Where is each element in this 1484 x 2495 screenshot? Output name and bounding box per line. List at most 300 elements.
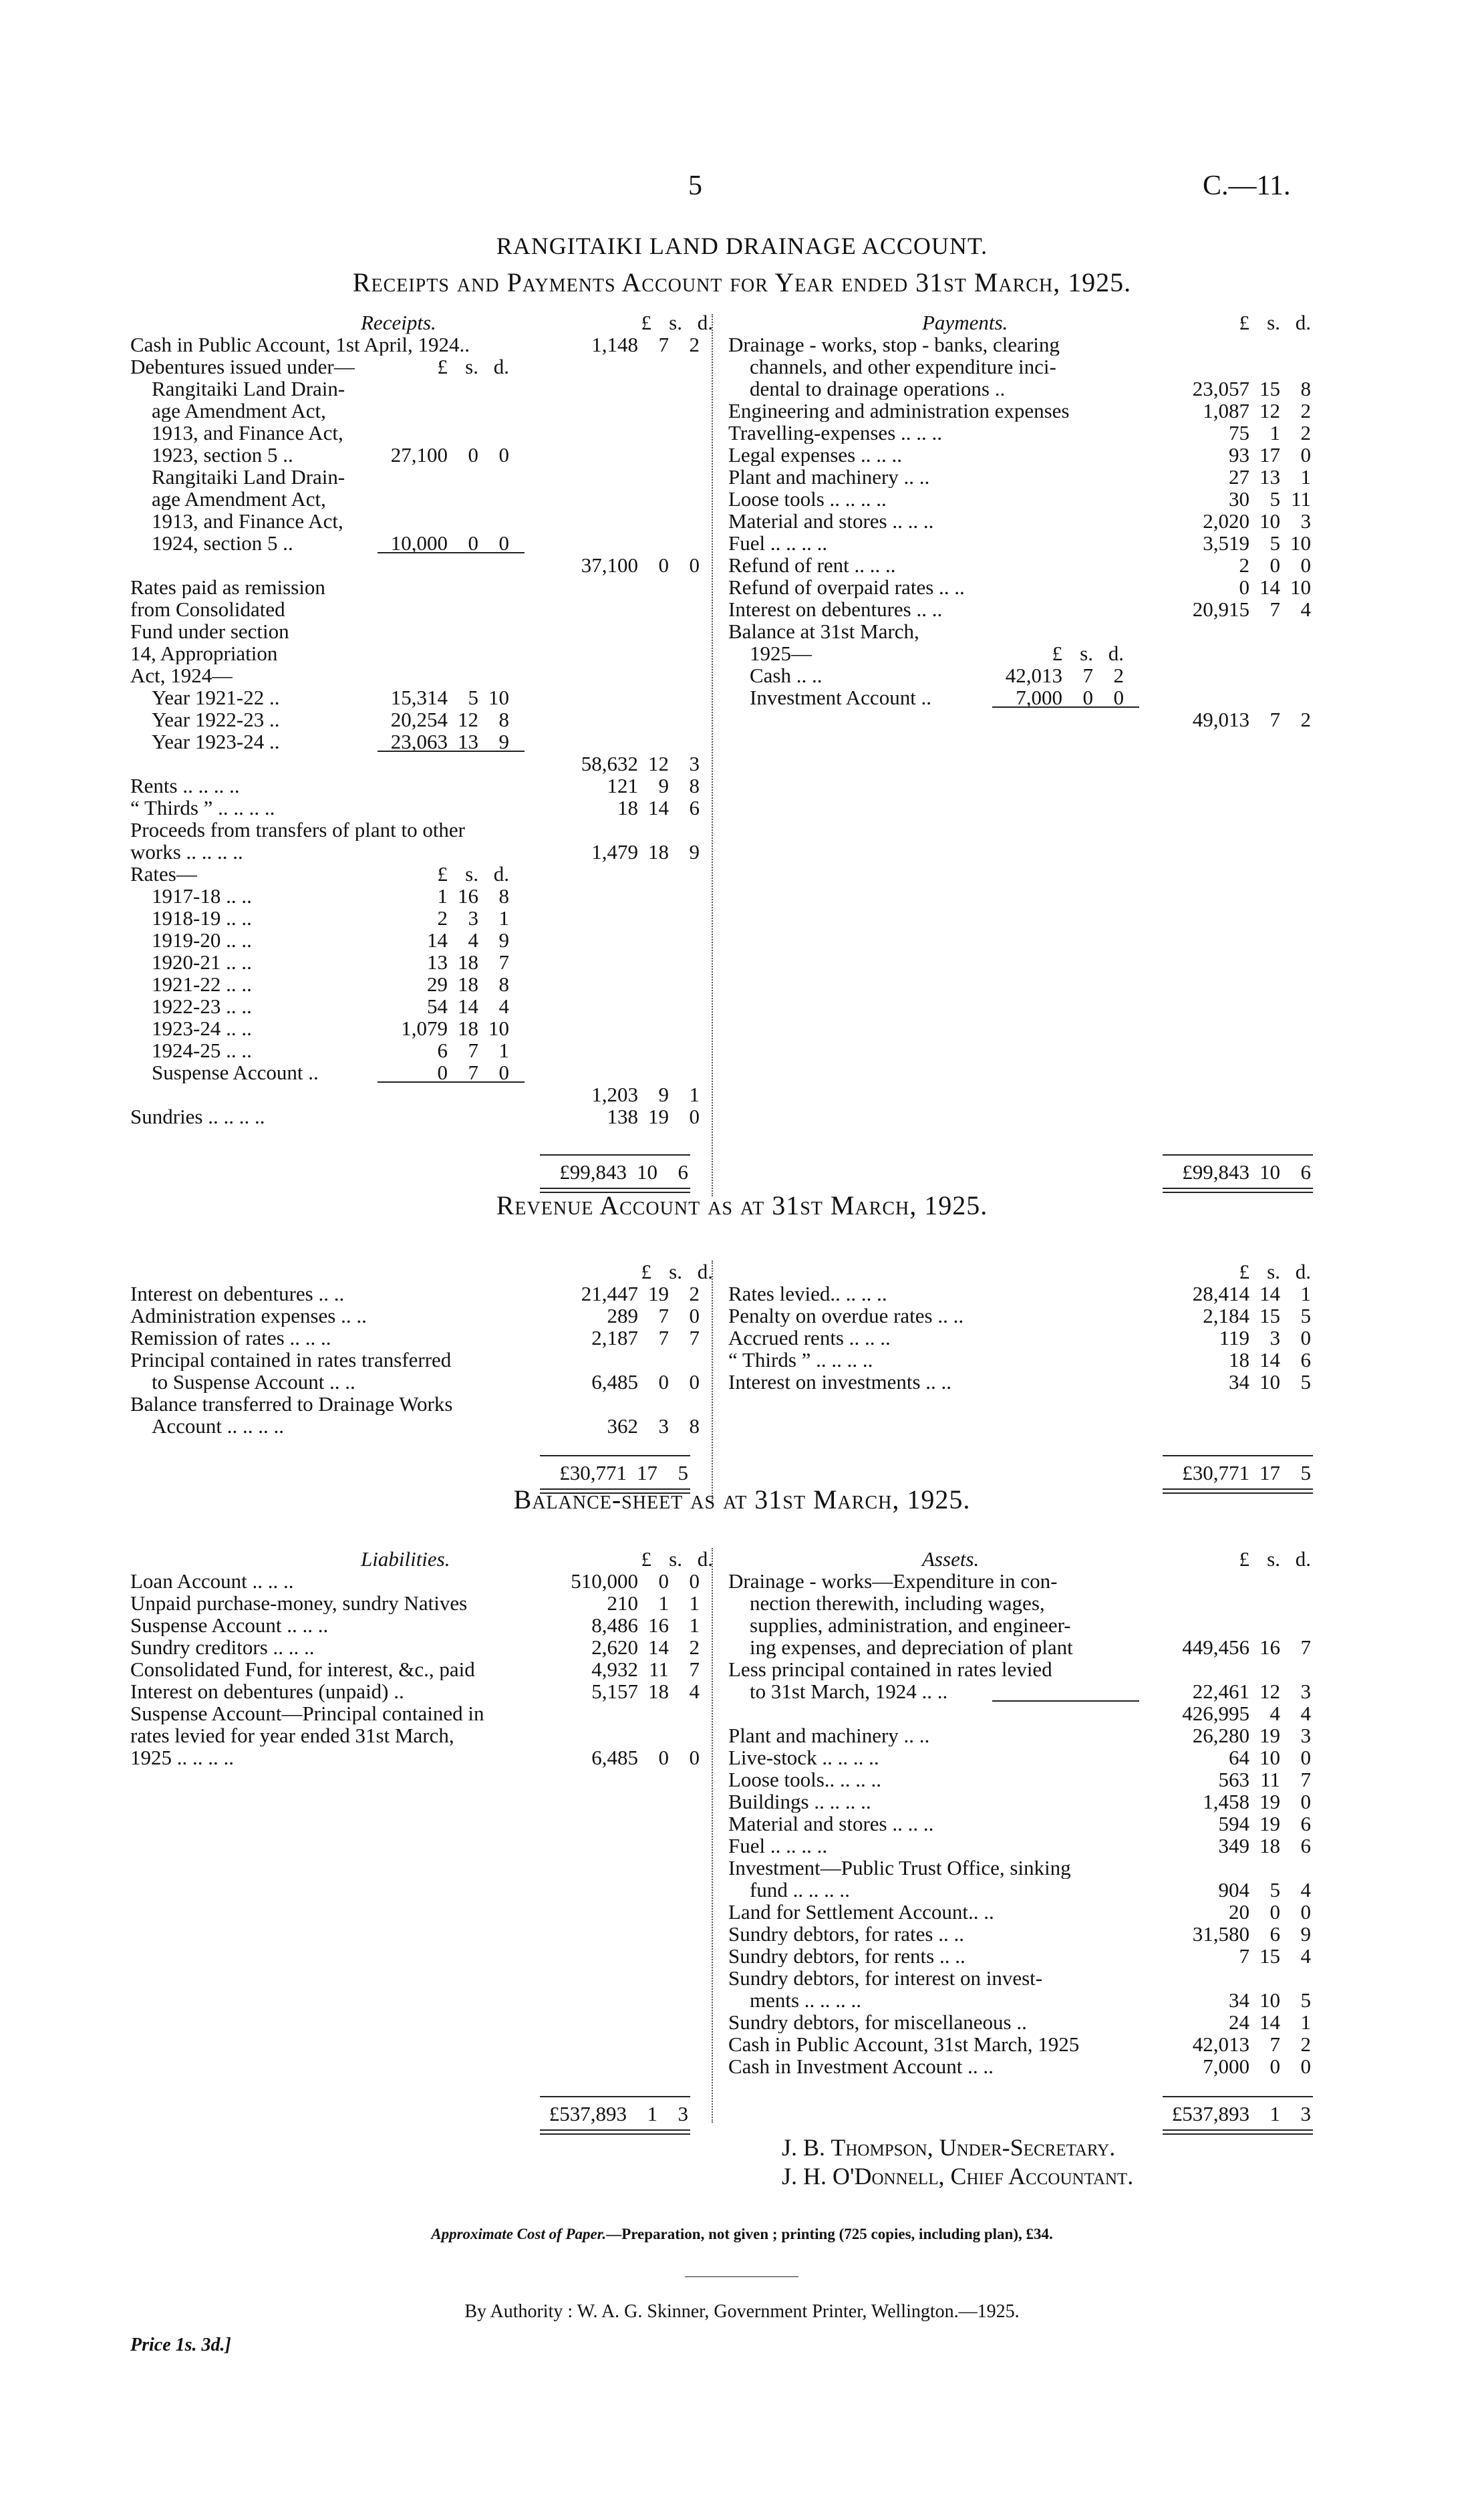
rp-right-row-9-label: Fuel .. .. .. ..: [728, 532, 828, 554]
bs-right-row-10-amount-shillings: 19: [1259, 1790, 1280, 1813]
rp-left-lsd-header-pounds: £: [641, 311, 651, 334]
rp-left-row-17-sub-amount: [347, 708, 509, 731]
bs-right-row-11-amount: [1149, 1813, 1311, 1835]
rev-right-row-1-amount-pounds: 2,184: [1203, 1304, 1249, 1327]
rp-right-row-15-sub-amount-pence: 2: [1113, 664, 1124, 687]
rp-left-row-35-amount-pounds: 138: [607, 1105, 638, 1128]
rp-left-row-30-sub-amount-pounds: 54: [427, 995, 448, 1018]
bs-right-lsd-header: [1149, 1548, 1311, 1570]
rp-left-row-10-amount-pounds: 37,100: [581, 553, 638, 577]
rp-right-row-14-sub-header-shillings: s.: [1080, 642, 1093, 665]
rp-left-row-19-amount: [538, 753, 700, 775]
rev-left-row-4-label: to Suspense Account .. ..: [152, 1371, 355, 1393]
rp-right-row-4-label: Travelling-expenses .. .. ..: [728, 422, 943, 444]
rp-right-row-13-label: Balance at 31st March,: [728, 620, 919, 642]
bs-right-row-11-amount-shillings: 19: [1259, 1812, 1280, 1835]
rp-right-row-6-amount-shillings: 13: [1259, 465, 1280, 489]
rev-right-lsd-header: [1149, 1261, 1311, 1283]
rev-left-row-1-amount-pounds: 289: [607, 1304, 638, 1327]
bs-right-row-10-amount-pence: 0: [1300, 1790, 1311, 1813]
rp-right-total-pounds: £99,843: [1182, 1160, 1249, 1184]
rev-column-divider: [712, 1261, 713, 1501]
rev-right-total-pounds: £30,771: [1182, 1461, 1249, 1484]
rp-right-row-17-rule: [992, 706, 1139, 708]
bs-left-row-2-amount: [538, 1614, 700, 1636]
rp-right-row-10-amount: [1149, 554, 1311, 576]
bs-right-row-17-amount-pence: 4: [1300, 1944, 1311, 1968]
rp-left-row-9-sub-amount-shillings: 0: [468, 531, 478, 555]
bs-left-row-3-label: Sundry creditors .. .. ..: [130, 1636, 315, 1658]
rp-left-row-27-sub-amount: [347, 929, 509, 951]
bs-left-row-4-amount-pounds: 4,932: [591, 1658, 638, 1681]
bs-left-row-5-label: Interest on debentures (unpaid) ..: [130, 1680, 404, 1702]
rev-left-lsd-header-pence: d.: [697, 1260, 713, 1283]
rp-left-row-17-sub-amount-pence: 8: [498, 708, 509, 731]
rev-right-row-1-label: Penalty on overdue rates .. ..: [728, 1305, 964, 1327]
rp-left-row-16-sub-amount: [347, 686, 509, 708]
bs-right-row-5-amount-pence: 3: [1300, 1680, 1311, 1703]
printer-authority: By Authority : W. A. G. Skinner, Government Printer, Wellington.—1925.: [464, 2301, 1020, 2322]
bs-right-row-8-amount: [1149, 1746, 1311, 1768]
rp-right-row-12-label: Interest on debentures .. ..: [728, 598, 943, 620]
bs-right-total-double-rule: [1163, 2129, 1313, 2135]
bs-left-row-4-label: Consolidated Fund, for interest, &c., paid: [130, 1658, 475, 1680]
rev-left-row-2-amount: [538, 1327, 700, 1349]
rev-right-row-1-amount-shillings: 15: [1259, 1304, 1280, 1327]
rp-left-row-28-sub-amount-pence: 7: [498, 950, 509, 974]
rp-right-row-16-sub-amount-shillings: 0: [1082, 686, 1093, 709]
rev-left-total: [527, 1462, 688, 1484]
rp-right-row-12-amount-pence: 4: [1300, 598, 1311, 621]
bs-left-row-5-amount: [538, 1680, 700, 1702]
bs-right-row-22-label: Cash in Investment Account .. ..: [728, 2055, 994, 2077]
bs-right-row-16-label: Sundry debtors, for rates .. ..: [728, 1923, 964, 1945]
bs-left-row-3-amount-pounds: 2,620: [591, 1635, 638, 1659]
rp-left-row-21-amount: [538, 797, 700, 819]
rev-left-row-4-amount-pounds: 6,485: [591, 1370, 638, 1394]
rp-right-row-14-sub-header-pounds: £: [1052, 642, 1062, 665]
rev-right-row-0-amount-pounds: 28,414: [1192, 1282, 1249, 1305]
rp-receipts-label: Receipts.: [361, 311, 436, 334]
rp-left-row-21-amount-pence: 6: [689, 796, 700, 819]
rp-right-row-5-amount-pence: 0: [1300, 443, 1311, 467]
rp-left-row-9-sub-amount-pence: 0: [498, 531, 509, 555]
rp-left-row-32-sub-amount-pence: 1: [498, 1039, 509, 1062]
bs-right-row-16-amount-pence: 9: [1300, 1922, 1311, 1946]
rp-left-row-24-sub-header-pence: d.: [493, 862, 509, 886]
rp-left-row-24-label: Rates—: [130, 863, 197, 885]
rp-left-total: [527, 1161, 688, 1183]
bs-right-row-5-amount-shillings: 12: [1259, 1680, 1280, 1703]
bs-right-row-5-amount-pounds: 22,461: [1192, 1680, 1249, 1703]
rp-right-total-shillings: 10: [1259, 1160, 1280, 1184]
bs-left-row-2-amount-shillings: 16: [648, 1613, 669, 1637]
bs-right-row-3-label: ing expenses, and depreciation of plant: [750, 1636, 1073, 1658]
rev-right-row-2-label: Accrued rents .. .. ..: [728, 1327, 891, 1349]
rp-left-row-18-sub-amount-pounds: 23,063: [390, 730, 448, 753]
rp-left-row-35-amount-shillings: 19: [648, 1105, 669, 1128]
price: Price 1s. 3d.]: [130, 2335, 231, 2355]
bs-right-row-19-amount-shillings: 10: [1259, 1988, 1280, 2012]
bs-right-row-22-amount-pence: 0: [1300, 2055, 1311, 2078]
rp-right-row-2-amount-pence: 8: [1300, 377, 1311, 400]
rp-right-row-3-amount: [1149, 400, 1311, 422]
cost-note-text: —Preparation, not given ; printing (725 copies, including plan), £34.: [606, 2226, 1053, 2242]
rev-left-total-rule: [540, 1455, 690, 1456]
rev-right-row-4-amount-pounds: 34: [1229, 1370, 1249, 1394]
rev-right-row-0-amount-pence: 1: [1300, 1282, 1311, 1305]
bs-right-row-8-amount-shillings: 10: [1259, 1746, 1280, 1769]
rp-right-row-3-amount-shillings: 12: [1259, 399, 1280, 422]
rp-right-lsd-header-pence: d.: [1295, 311, 1311, 334]
bs-right-row-14-label: fund .. .. .. ..: [750, 1879, 850, 1901]
bs-right-row-10-amount: [1149, 1791, 1311, 1813]
rev-left-row-5-label: Balance transferred to Drainage Works: [130, 1393, 453, 1415]
bs-right-row-20-label: Sundry debtors, for miscellaneous ..: [728, 2011, 1027, 2033]
bs-column-divider: [712, 1548, 713, 2123]
rp-left-row-1-sub-header-pounds: £: [437, 355, 448, 378]
rev-left-row-0-amount: [538, 1283, 700, 1305]
bs-right-row-16-amount-shillings: 6: [1270, 1922, 1280, 1946]
signature-chief-accountant: J. H. O'Donnell, Chief Accountant.: [782, 2163, 1134, 2190]
rp-left-row-31-sub-amount: [347, 1017, 509, 1039]
rp-left-row-17-label: Year 1922-23 ..: [152, 708, 280, 731]
bs-left-row-0-amount: [538, 1570, 700, 1592]
bs-right-row-7-amount-shillings: 19: [1259, 1724, 1280, 1747]
rev-right-row-3-amount-shillings: 14: [1259, 1348, 1280, 1371]
bs-right-row-10-label: Buildings .. .. .. ..: [728, 1791, 871, 1813]
rp-left-row-18-sub-amount-pence: 9: [498, 730, 509, 753]
rp-right-row-8-amount-shillings: 10: [1259, 509, 1280, 533]
rp-left-row-30-sub-amount-pence: 4: [498, 995, 509, 1018]
rp-left-row-28-sub-amount-shillings: 18: [458, 950, 478, 974]
rp-left-row-16-label: Year 1921-22 ..: [152, 686, 280, 708]
rp-left-row-9-sub-amount: [347, 532, 509, 554]
rp-left-row-23-amount: [538, 841, 700, 863]
rp-right-total-rule: [1163, 1154, 1313, 1156]
bs-left-row-4-amount: [538, 1658, 700, 1680]
bs-right-row-22-amount-shillings: 0: [1270, 2055, 1280, 2078]
rp-left-row-8-label: 1913, and Finance Act,: [152, 510, 343, 532]
bs-left-row-3-amount-pence: 2: [689, 1635, 700, 1659]
rp-right-row-15-sub-amount-pounds: 42,013: [1005, 664, 1062, 687]
rp-left-row-19-rule: [378, 751, 525, 752]
rp-right-row-3-amount-pence: 2: [1300, 399, 1311, 422]
rp-left-total-pence: 6: [678, 1160, 688, 1184]
bs-assets-label: Assets.: [922, 1547, 980, 1571]
rp-right-row-10-label: Refund of rent .. .. ..: [728, 554, 896, 576]
rp-right-row-9-amount-pence: 10: [1290, 531, 1311, 555]
bs-right-row-14-amount: [1149, 1879, 1311, 1901]
rev-right-row-4-amount-shillings: 10: [1259, 1370, 1280, 1394]
rp-left-row-32-sub-amount: [347, 1039, 509, 1061]
rp-right-row-15-sub-amount-shillings: 7: [1082, 664, 1093, 687]
rp-left-row-16-sub-amount-pounds: 15,314: [390, 686, 448, 709]
bs-right-row-17-label: Sundry debtors, for rents .. ..: [728, 1945, 966, 1967]
rp-left-row-5-sub-amount-pounds: 27,100: [390, 443, 448, 467]
rev-left-row-0-amount-pounds: 21,447: [581, 1282, 638, 1305]
rev-left-lsd-header-pounds: £: [641, 1260, 651, 1283]
rp-left-row-4-label: 1913, and Finance Act,: [152, 422, 343, 444]
rp-left-row-20-amount: [538, 775, 700, 797]
bs-left-total-double-rule: [540, 2129, 690, 2135]
bs-right-lsd-header-shillings: s.: [1267, 1547, 1280, 1571]
rp-right-row-14-sub-header-pence: d.: [1108, 642, 1124, 665]
rp-left-row-11-label: Rates paid as remission: [130, 576, 325, 598]
bs-right-row-9-amount: [1149, 1768, 1311, 1791]
rev-right-row-3-amount-pounds: 18: [1229, 1348, 1249, 1371]
rp-left-row-16-sub-amount-pence: 10: [488, 686, 509, 709]
bs-right-row-12-amount-pounds: 349: [1218, 1834, 1249, 1857]
bs-right-row-3-amount-pence: 7: [1300, 1635, 1311, 1659]
bs-left-row-0-amount-pounds: 510,000: [571, 1569, 638, 1593]
rp-right-row-14-sub-header: [962, 642, 1124, 664]
rp-right-row-10-amount-pounds: 2: [1239, 553, 1249, 577]
rp-left-row-1-label: Debentures issued under—: [130, 356, 355, 378]
bs-right-row-6-rule: [992, 1700, 1139, 1702]
rp-left-row-10-amount-shillings: 0: [658, 553, 669, 577]
rev-right-row-2-amount-pounds: 119: [1219, 1326, 1249, 1349]
rev-left-row-2-amount-pence: 7: [689, 1326, 700, 1349]
rev-right-row-4-amount-pence: 5: [1300, 1370, 1311, 1394]
rp-right-row-16-sub-amount: [962, 686, 1124, 708]
rp-right-row-9-amount-pounds: 3,519: [1203, 531, 1249, 555]
bs-right-row-3-amount-shillings: 16: [1259, 1635, 1280, 1659]
rev-left-lsd-header-shillings: s.: [669, 1260, 682, 1283]
rp-right-row-11-amount-shillings: 14: [1259, 575, 1280, 599]
rp-left-row-19-amount-pence: 3: [689, 752, 700, 775]
rev-left-lsd-header: [551, 1261, 713, 1283]
rev-left-row-2-label: Remission of rates .. .. ..: [130, 1327, 331, 1349]
bs-right-total-pounds: £537,893: [1171, 2102, 1249, 2125]
rp-right-row-4-amount-pounds: 75: [1229, 421, 1249, 444]
rp-left-row-13-label: Fund under section: [130, 620, 289, 642]
rp-right-row-15-label: Cash .. ..: [750, 664, 823, 686]
rev-right-row-0-amount: [1149, 1283, 1311, 1305]
bs-right-row-9-amount-pence: 7: [1300, 1768, 1311, 1791]
bs-right-row-20-amount-shillings: 14: [1259, 2010, 1280, 2034]
rp-left-row-33-label: Suspense Account ..: [152, 1061, 319, 1083]
rev-left-total-pounds: £30,771: [559, 1461, 627, 1484]
bs-right-row-12-amount-shillings: 18: [1259, 1834, 1280, 1857]
rp-left-row-26-sub-amount: [347, 907, 509, 929]
rp-right-row-7-amount-pence: 11: [1291, 487, 1311, 511]
rp-left-row-30-label: 1922-23 .. ..: [152, 995, 252, 1017]
bs-right-row-7-amount-pounds: 26,280: [1192, 1724, 1249, 1747]
rp-right-row-12-amount-shillings: 7: [1270, 598, 1280, 621]
rp-right-total-double-rule: [1163, 1188, 1313, 1193]
rp-right-row-10-amount-pence: 0: [1300, 553, 1311, 577]
rp-left-row-15-label: Act, 1924—: [130, 664, 233, 686]
rp-right-row-5-label: Legal expenses .. .. ..: [728, 444, 902, 466]
rp-left-row-32-label: 1924-25 .. ..: [152, 1039, 252, 1061]
rev-left-row-6-amount-shillings: 3: [658, 1414, 669, 1438]
rp-column-divider: [712, 314, 713, 1196]
bs-right-row-2-label: supplies, administration, and engineer-: [750, 1614, 1071, 1636]
bs-right-total: [1149, 2103, 1311, 2125]
rp-right-row-2-label: dental to drainage operations ..: [750, 378, 1006, 400]
rp-left-row-29-sub-amount-pounds: 29: [427, 972, 448, 996]
rev-right-lsd-header-pounds: £: [1239, 1260, 1249, 1283]
rp-left-row-25-sub-amount: [347, 885, 509, 907]
bs-right-row-12-amount: [1149, 1835, 1311, 1857]
rev-right-row-3-amount-pence: 6: [1300, 1348, 1311, 1371]
bs-right-row-19-amount-pounds: 34: [1229, 1988, 1249, 2012]
rev-left-total-pence: 5: [678, 1461, 688, 1484]
rp-left-row-19-amount-pounds: 58,632: [581, 752, 638, 775]
rp-left-row-5-label: 1923, section 5 ..: [152, 444, 293, 466]
bs-right-row-3-amount-pounds: 449,456: [1182, 1635, 1249, 1659]
bs-left-row-4-amount-pence: 7: [689, 1658, 700, 1681]
rev-right-row-4-amount: [1149, 1371, 1311, 1393]
rp-right-row-17-amount-pounds: 49,013: [1192, 708, 1249, 731]
rev-right-row-1-amount-pence: 5: [1300, 1304, 1311, 1327]
rp-left-row-0-label: Cash in Public Account, 1st April, 1924..: [130, 334, 470, 356]
rp-left-row-21-amount-pounds: 18: [617, 796, 638, 819]
bs-left-row-8-amount-shillings: 0: [658, 1746, 669, 1769]
rp-right-row-7-amount: [1149, 488, 1311, 510]
rp-left-row-31-sub-amount-shillings: 18: [458, 1017, 478, 1040]
rp-left-row-10-amount-pence: 0: [689, 553, 700, 577]
bs-left-lsd-header-shillings: s.: [669, 1547, 682, 1571]
rp-left-lsd-header: [551, 311, 713, 334]
rev-left-row-1-amount: [538, 1305, 700, 1327]
rp-left-row-21-amount-shillings: 14: [648, 796, 669, 819]
bs-right-total-shillings: 1: [1270, 2102, 1280, 2125]
bs-left-row-8-amount: [538, 1746, 700, 1768]
rp-left-row-26-sub-amount-pounds: 2: [437, 906, 448, 930]
rp-right-row-8-amount-pounds: 2,020: [1203, 509, 1249, 533]
bs-left-lsd-header: [551, 1548, 713, 1570]
rev-right-total-shillings: 17: [1259, 1461, 1280, 1484]
rp-left-row-10-rule: [378, 552, 525, 553]
rp-left-row-33-sub-amount-pounds: 0: [437, 1061, 448, 1084]
rp-left-row-34-rule: [378, 1081, 525, 1083]
rp-right-row-4-amount-pence: 2: [1300, 421, 1311, 444]
divider: [685, 2276, 798, 2277]
bs-right-row-6-amount-pence: 4: [1300, 1702, 1311, 1725]
rp-heading: Receipts and Payments Account for Year ended 31st March, 1925.: [352, 267, 1132, 297]
rp-left-row-0-amount: [538, 334, 700, 356]
bs-right-row-8-amount-pounds: 64: [1229, 1746, 1249, 1769]
rev-left-row-6-amount-pence: 8: [689, 1414, 700, 1438]
rp-right-row-16-sub-amount-pounds: 7,000: [1016, 686, 1062, 709]
rp-right-row-2-amount: [1149, 378, 1311, 400]
bs-right-row-19-amount-pence: 5: [1300, 1988, 1311, 2012]
rp-left-row-35-amount-pence: 0: [689, 1105, 700, 1128]
bs-left-row-3-amount: [538, 1636, 700, 1658]
rp-right-row-0-label: Drainage - works, stop - banks, clearing: [728, 334, 1060, 356]
rp-left-row-20-amount-pounds: 121: [607, 774, 638, 797]
bs-right-row-6-amount-shillings: 4: [1270, 1702, 1280, 1725]
rev-right-total-pence: 5: [1300, 1461, 1311, 1484]
bs-right-row-21-amount: [1149, 2033, 1311, 2055]
rp-left-row-16-sub-amount-shillings: 5: [468, 686, 478, 709]
bs-right-row-12-label: Fuel .. .. .. ..: [728, 1835, 828, 1857]
rev-right-total: [1149, 1462, 1311, 1484]
bs-right-total-pence: 3: [1300, 2102, 1311, 2125]
rp-left-row-28-label: 1920-21 .. ..: [152, 951, 252, 973]
rp-right-row-16-label: Investment Account ..: [750, 686, 932, 708]
rev-left-row-1-label: Administration expenses .. ..: [130, 1305, 367, 1327]
rp-right-row-8-amount-pence: 3: [1300, 509, 1311, 533]
rp-left-row-26-sub-amount-shillings: 3: [468, 906, 478, 930]
rp-left-row-30-sub-amount-shillings: 14: [458, 995, 478, 1018]
rp-left-row-26-label: 1918-19 .. ..: [152, 907, 252, 929]
bs-right-row-15-amount-shillings: 0: [1270, 1900, 1280, 1924]
rp-left-row-10-amount: [538, 554, 700, 576]
rp-left-row-18-label: Year 1923-24 ..: [152, 731, 280, 753]
bs-right-row-5-amount: [1149, 1680, 1311, 1702]
rp-right-row-8-amount: [1149, 510, 1311, 532]
rev-left-row-6-amount-pounds: 362: [607, 1414, 638, 1438]
rp-left-row-31-sub-amount-pence: 10: [488, 1017, 509, 1040]
rp-right-row-9-amount-shillings: 5: [1270, 531, 1280, 555]
rp-right-total: [1149, 1161, 1311, 1183]
rp-right-lsd-header-shillings: s.: [1267, 311, 1280, 334]
rp-left-total-double-rule: [540, 1188, 690, 1193]
bs-right-total-rule: [1163, 2096, 1313, 2097]
rev-left-row-1-amount-shillings: 7: [658, 1304, 669, 1327]
bs-left-row-8-label: 1925 .. .. .. ..: [130, 1746, 234, 1768]
bs-left-row-0-amount-pence: 0: [689, 1569, 700, 1593]
rp-left-row-9-sub-amount-pounds: 10,000: [390, 531, 448, 555]
rev-left-row-0-label: Interest on debentures .. ..: [130, 1283, 345, 1305]
rp-left-row-22-label: Proceeds from transfers of plant to other: [130, 819, 466, 841]
rp-right-row-16-sub-amount-pence: 0: [1113, 686, 1124, 709]
bs-right-row-7-amount: [1149, 1724, 1311, 1746]
rev-right-row-0-label: Rates levied.. .. .. ..: [728, 1283, 887, 1305]
rp-left-row-29-sub-amount-shillings: 18: [458, 972, 478, 996]
rp-right-row-14-label: 1925—: [750, 642, 812, 664]
rev-left-row-2-amount-pounds: 2,187: [591, 1326, 638, 1349]
bs-left-total-rule: [540, 2096, 690, 2097]
bs-right-row-21-amount-pence: 2: [1300, 2032, 1311, 2056]
rp-left-total-pounds: £99,843: [559, 1160, 627, 1184]
bs-right-row-22-amount-pounds: 7,000: [1203, 2055, 1249, 2078]
bs-right-row-13-label: Investment—Public Trust Office, sinking: [728, 1857, 1071, 1879]
rp-right-row-6-amount: [1149, 466, 1311, 488]
rp-left-row-27-sub-amount-pence: 9: [498, 928, 509, 952]
bs-right-row-7-amount-pence: 3: [1300, 1724, 1311, 1747]
rp-left-row-0-amount-pounds: 1,148: [591, 333, 638, 356]
bs-liabilities-label: Liabilities.: [361, 1547, 450, 1571]
bs-left-row-1-label: Unpaid purchase-money, sundry Natives: [130, 1592, 468, 1614]
bs-right-row-8-amount-pence: 0: [1300, 1746, 1311, 1769]
rp-left-row-19-amount-shillings: 12: [648, 752, 669, 775]
bs-left-total-pounds: £537,893: [549, 2102, 627, 2125]
bs-right-lsd-header-pence: d.: [1295, 1547, 1311, 1571]
rev-right-row-2-amount: [1149, 1327, 1311, 1349]
rp-right-row-5-amount: [1149, 444, 1311, 466]
rp-left-row-5-sub-amount-pence: 0: [498, 443, 509, 467]
signature-under-secretary: J. B. Thompson, Under-Secretary.: [782, 2134, 1116, 2161]
rp-left-row-35-amount: [538, 1105, 700, 1128]
rp-right-row-11-amount-pounds: 0: [1239, 575, 1249, 599]
bs-right-row-1-label: nection therewith, including wages,: [750, 1592, 1045, 1614]
rp-left-row-29-sub-amount: [347, 973, 509, 995]
rp-left-row-2-label: Rangitaiki Land Drain-: [152, 378, 345, 400]
rp-left-row-29-label: 1921-22 .. ..: [152, 973, 252, 995]
bs-right-row-6-amount-pounds: 426,995: [1182, 1702, 1249, 1725]
account-title: RANGITAIKI LAND DRAINAGE ACCOUNT.: [496, 233, 988, 259]
rev-right-lsd-header-pence: d.: [1295, 1260, 1311, 1283]
rp-left-row-27-sub-amount-pounds: 14: [427, 928, 448, 952]
bs-right-row-17-amount-pounds: 7: [1239, 1944, 1249, 1968]
page-number: 5: [688, 170, 702, 201]
rp-left-row-24-sub-header-shillings: s.: [465, 862, 478, 886]
rev-right-lsd-header-shillings: s.: [1267, 1260, 1280, 1283]
